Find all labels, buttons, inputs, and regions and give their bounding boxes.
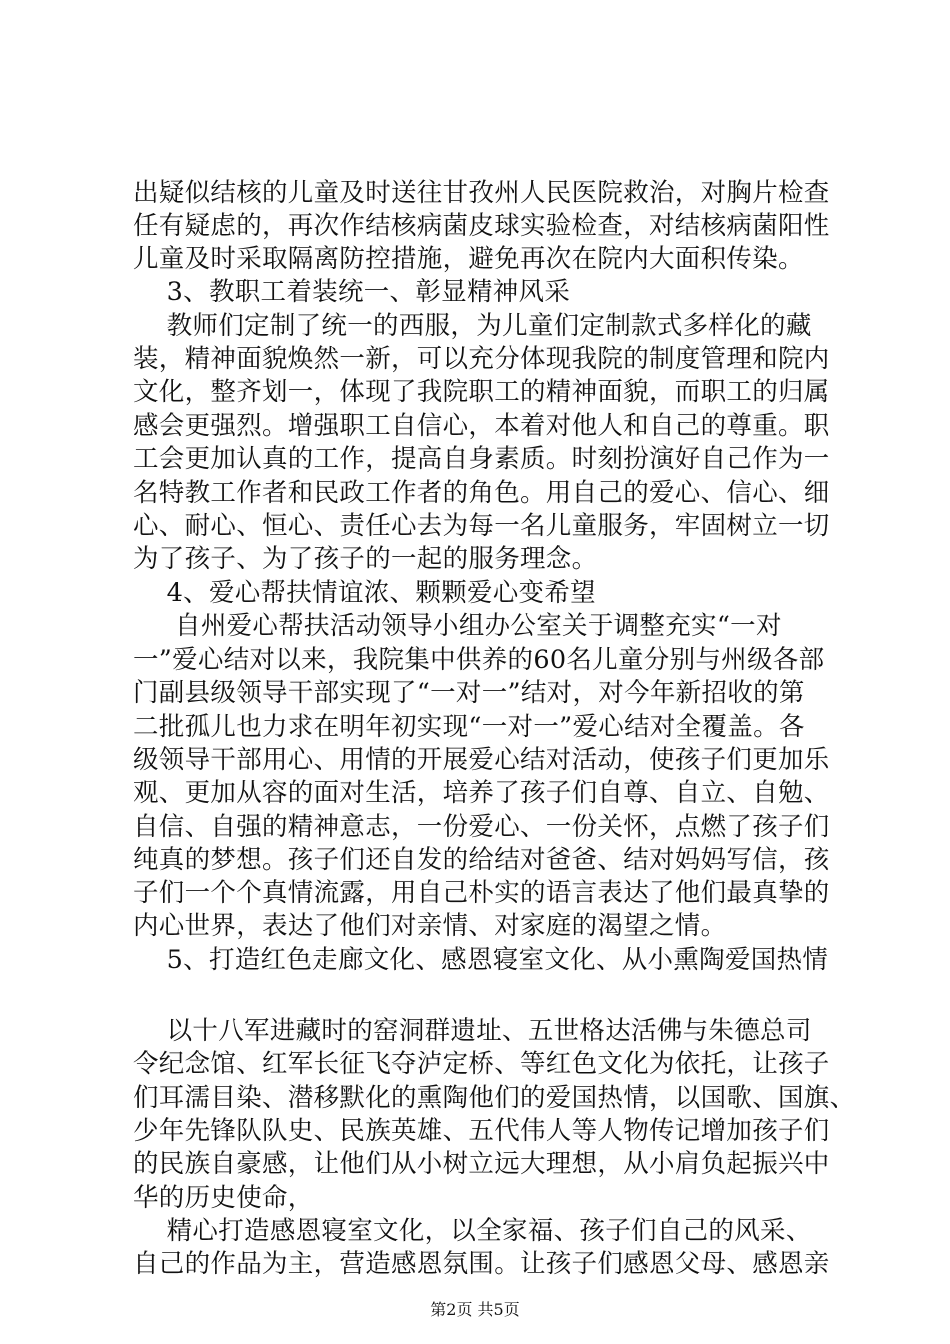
text-line: 华的历史使命，	[133, 1183, 314, 1213]
text-line: 出疑似结核的儿童及时送往甘孜州人民医院救治，对胸片检查	[133, 178, 830, 208]
text-line: 工会更加认真的工作，提高自身素质。时刻扮演好自己作为一	[133, 444, 830, 474]
text-line: 自信、自强的精神意志，一份爱心、一份关怀，点燃了孩子们	[133, 812, 830, 842]
text-line: 自州爱心帮扶活动领导小组办公室关于调整充实“一对	[133, 611, 782, 641]
text-line: 为了孩子、为了孩子的一起的服务理念。	[133, 544, 598, 574]
text-line: 们耳濡目染、潜移默化的熏陶他们的爱国热情，以国歌、国旗、	[133, 1083, 856, 1113]
text-line: 的民族自豪感，让他们从小树立远大理想，从小肩负起振兴中	[133, 1149, 830, 1179]
text-line: 心、耐心、恒心、责任心去为每一名儿童服务，牢固树立一切	[133, 511, 830, 541]
text-line: 以十八军进藏时的窑洞群遗址、五世格达活佛与朱德总司	[133, 1016, 812, 1046]
text-line: 感会更强烈。增强职工自信心，本着对他人和自己的尊重。职	[133, 411, 830, 441]
text-line: 子们一个个真情流露，用自己朴实的语言表达了他们最真挚的	[133, 878, 830, 908]
text-line: 令纪念馆、红军长征飞夺泸定桥、等红色文化为依托，让孩子	[133, 1049, 830, 1079]
text-line: 儿童及时采取隔离防控措施，避免再次在院内大面积传染。	[133, 244, 804, 274]
text-line: 装，精神面貌焕然一新，可以充分体现我院的制度管理和院内	[133, 344, 830, 374]
text-line: 任有疑虑的，再次作结核病菌皮球实验检查，对结核病菌阳性	[133, 211, 830, 241]
text-line: 一”爱心结对以来，我院集中供养的60名儿童分别与州级各部	[133, 645, 825, 675]
text-line: 精心打造感恩寝室文化，以全家福、孩子们自己的风采、	[133, 1216, 812, 1246]
section-heading: 5、打造红色走廊文化、感恩寝室文化、从小熏陶爱国热情	[133, 945, 829, 975]
text-line: 文化，整齐划一，体现了我院职工的精神面貌，而职工的归属	[133, 377, 830, 407]
section-heading: 4、爱心帮扶情谊浓、颗颗爱心变希望	[133, 578, 596, 608]
text-line: 自己的作品为主，营造感恩氛围。让孩子们感恩父母、感恩亲	[133, 1249, 830, 1279]
text-line: 少年先锋队队史、民族英雄、五代伟人等人物传记增加孩子们	[133, 1116, 830, 1146]
text-line: 级领导干部用心、用情的开展爱心结对活动，使孩子们更加乐	[133, 745, 830, 775]
text-line: 名特教工作者和民政工作者的角色。用自己的爱心、信心、细	[133, 478, 830, 508]
text-line: 纯真的梦想。孩子们还自发的给结对爸爸、结对妈妈写信，孩	[133, 845, 830, 875]
text-line: 观、更加从容的面对生活，培养了孩子们自尊、自立、自勉、	[133, 778, 830, 808]
text-line: 门副县级领导干部实现了“一对一”结对，对今年新招收的第	[133, 678, 805, 708]
text-line: 教师们定制了统一的西服，为儿童们定制款式多样化的藏	[133, 311, 812, 341]
section-heading: 3、教职工着装统一、彰显精神风采	[133, 277, 571, 307]
text-line: 二批孤儿也力求在明年初实现“一对一”爱心结对全覆盖。各	[133, 712, 805, 742]
page-footer: 第2页 共5页	[430, 1300, 520, 1319]
text-line: 内心世界，表达了他们对亲情、对家庭的渴望之情。	[133, 911, 727, 941]
